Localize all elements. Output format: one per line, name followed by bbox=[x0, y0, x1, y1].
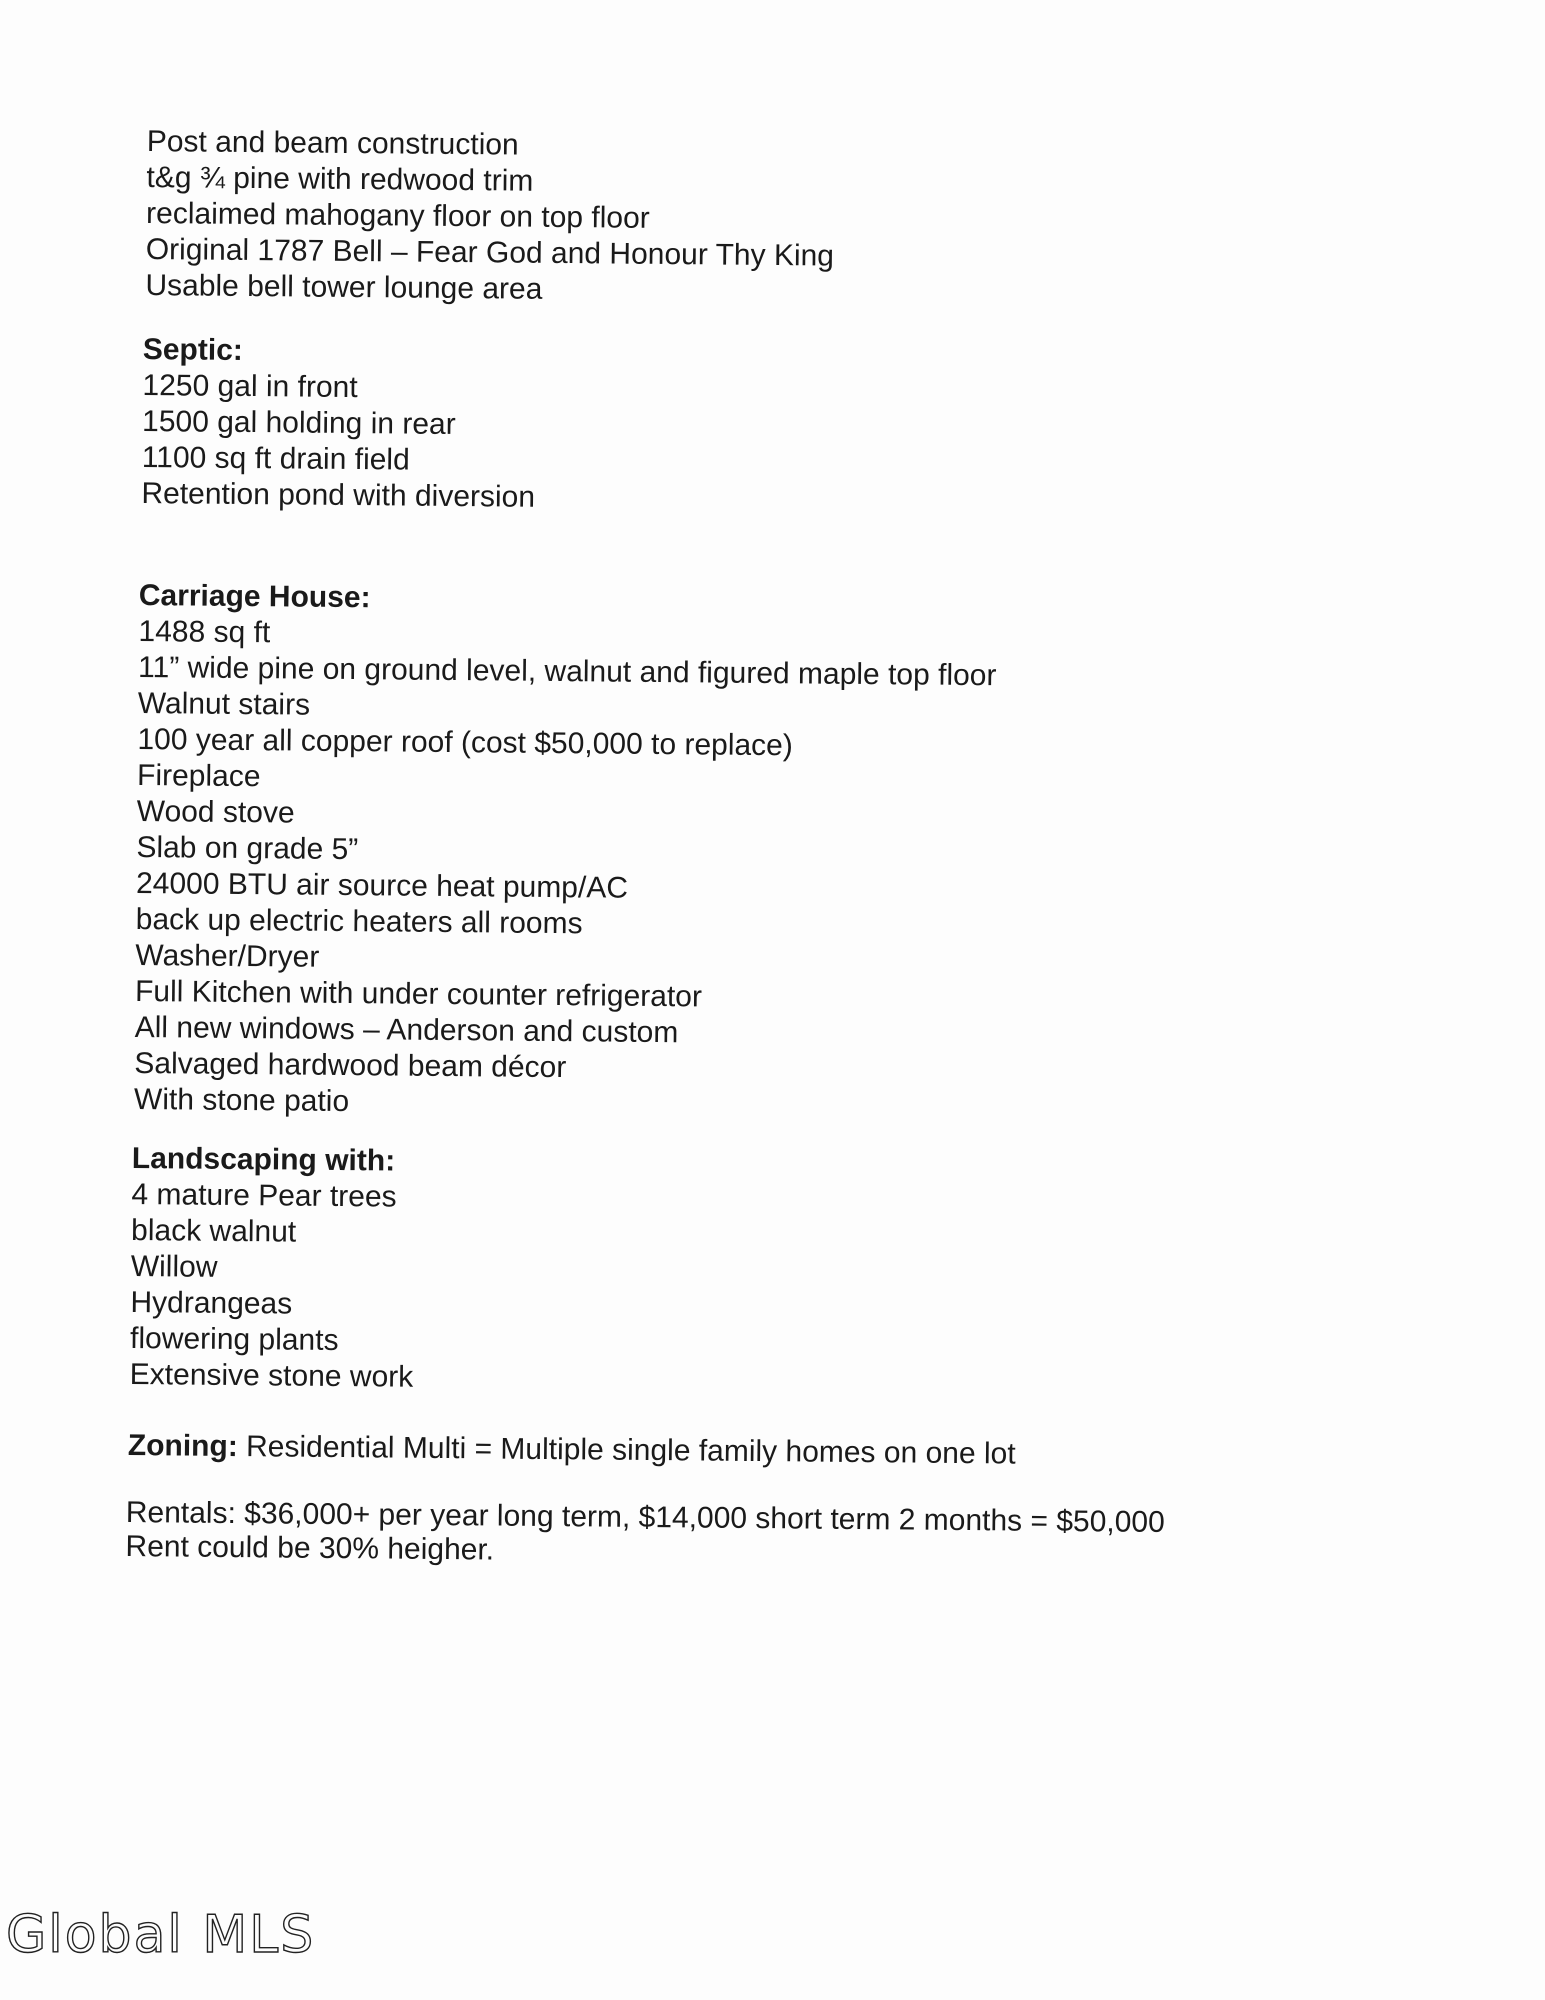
landscaping-line: Willow bbox=[130, 1249, 218, 1284]
zoning-text: Residential Multi = Multiple single family homes on one lot bbox=[237, 1430, 1016, 1471]
zoning-line bbox=[128, 1428, 1016, 1473]
carriage-house-section bbox=[134, 578, 997, 1126]
carriage-house-line: 1488 sq ft bbox=[138, 614, 271, 650]
landscaping-line: Hydrangeas bbox=[130, 1285, 293, 1321]
carriage-house-line: Slab on grade 5” bbox=[136, 830, 359, 867]
construction-section bbox=[145, 124, 835, 311]
construction-line: Usable bell tower lounge area bbox=[145, 268, 543, 306]
carriage-house-line: 24000 BTU air source heat pump/AC bbox=[135, 866, 629, 905]
carriage-house-line: With stone patio bbox=[133, 1082, 350, 1119]
septic-line: 1100 sq ft drain field bbox=[141, 440, 410, 477]
septic-line: 1500 gal holding in rear bbox=[141, 404, 456, 442]
carriage-house-line: 11” wide pine on ground level, walnut and figured maple top floor bbox=[137, 650, 997, 693]
septic-section bbox=[141, 332, 536, 516]
landscaping-line: 4 mature Pear trees bbox=[131, 1177, 397, 1214]
carriage-house-line: Wood stove bbox=[136, 794, 295, 830]
landscaping-line: Extensive stone work bbox=[129, 1357, 414, 1394]
zoning-section bbox=[128, 1428, 1016, 1473]
construction-line: t&g ¾ pine with redwood trim bbox=[146, 160, 534, 198]
septic-heading: Septic: bbox=[142, 332, 244, 367]
carriage-house-line: All new windows – Anderson and custom bbox=[134, 1010, 679, 1050]
carriage-house-line: Fireplace bbox=[136, 758, 261, 794]
carriage-house-line: Full Kitchen with under counter refrigerator bbox=[134, 974, 703, 1014]
rentals-note: Rent could be 30% heigher. bbox=[125, 1529, 495, 1567]
construction-line: reclaimed mahogany floor on top floor bbox=[145, 196, 650, 235]
rentals-line: Rentals: $36,000+ per year long term, $14,000 short term 2 months = $50,000 bbox=[125, 1496, 1165, 1539]
construction-line: Post and beam construction bbox=[146, 124, 519, 162]
carriage-house-heading: Carriage House: bbox=[138, 578, 371, 615]
septic-line: 1250 gal in front bbox=[142, 368, 358, 405]
carriage-house-line: back up electric heaters all rooms bbox=[135, 902, 583, 941]
carriage-house-line: Washer/Dryer bbox=[135, 938, 320, 974]
zoning-label: Zoning: bbox=[127, 1429, 238, 1464]
global-mls-watermark: Global MLS bbox=[6, 1905, 316, 1965]
landscaping-heading: Landscaping with: bbox=[131, 1142, 396, 1178]
carriage-house-line: 100 year all copper roof (cost $50,000 to replace) bbox=[137, 722, 793, 763]
landscaping-line: black walnut bbox=[130, 1213, 297, 1249]
landscaping-line: flowering plants bbox=[129, 1321, 339, 1357]
septic-line: Retention pond with diversion bbox=[141, 476, 536, 514]
carriage-house-line: Walnut stairs bbox=[137, 686, 311, 722]
landscaping-section bbox=[130, 1141, 416, 1396]
rentals-section bbox=[125, 1496, 1165, 1574]
carriage-house-line: Salvaged hardwood beam décor bbox=[134, 1046, 567, 1085]
construction-line: Original 1787 Bell – Fear God and Honour Thy King bbox=[145, 232, 835, 273]
